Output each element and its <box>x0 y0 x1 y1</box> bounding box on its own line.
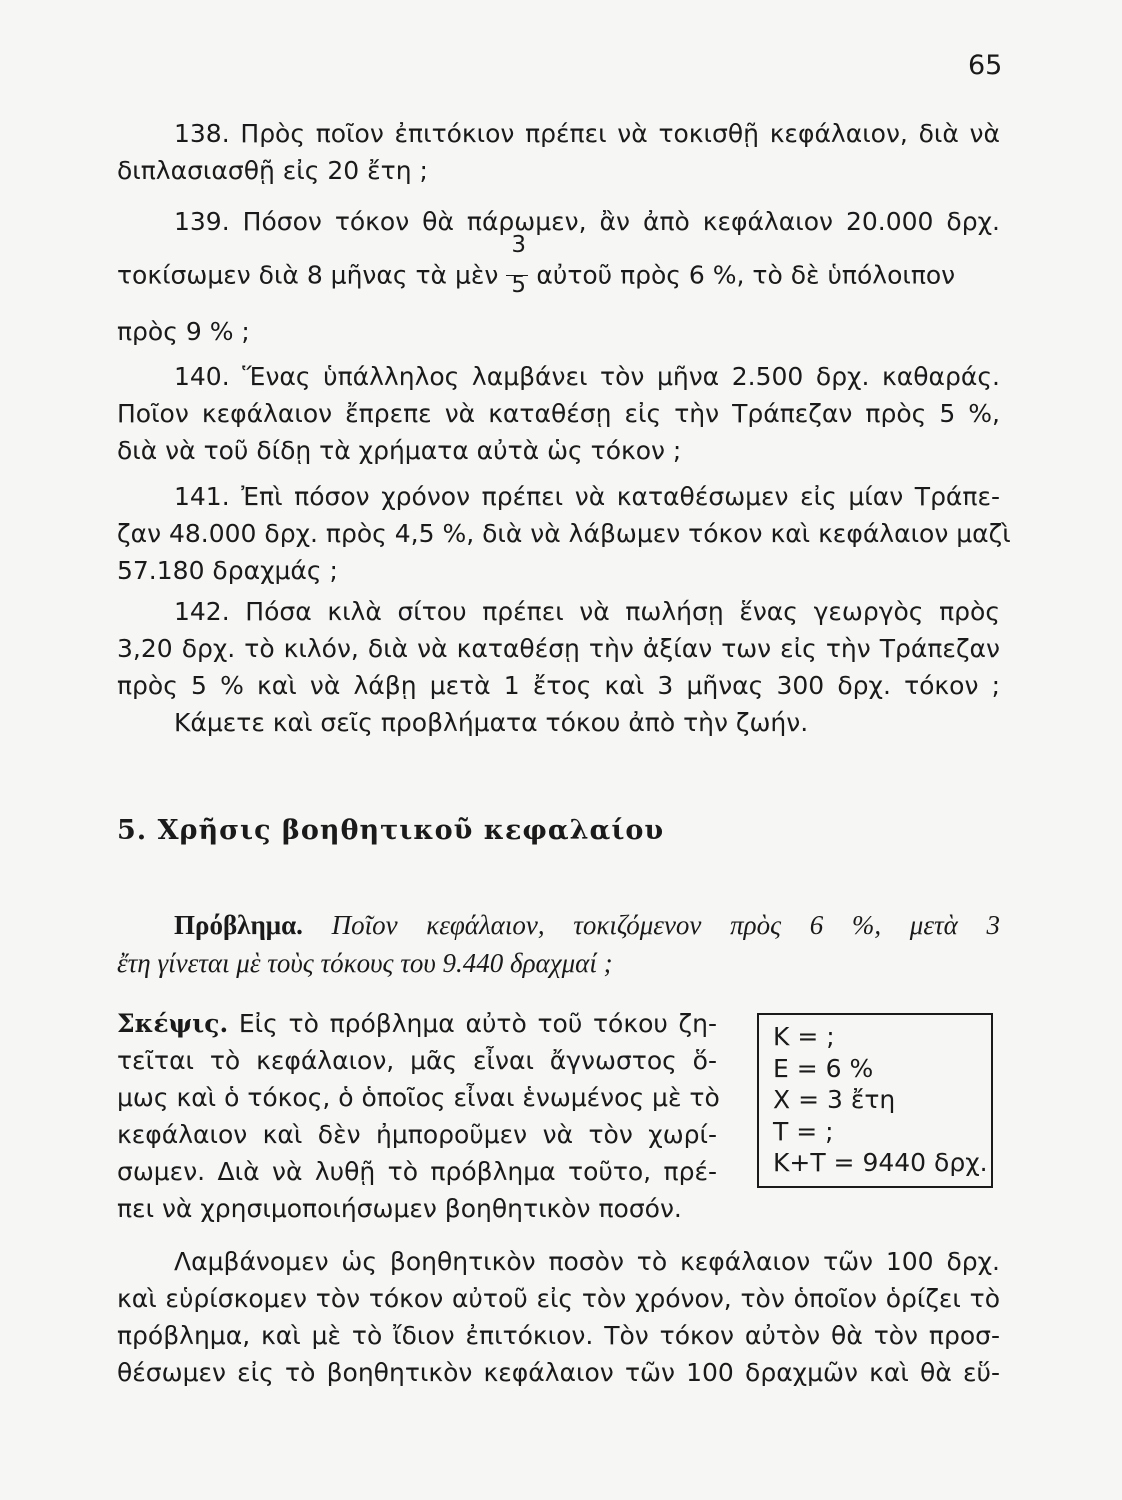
closing-line-3: πρόβλημα, καὶ μὲ τὸ ἴδιον ἐπιτόκιον. Τὸν τόκον αὐτὸν θὰ τὸν προσ- <box>117 1321 1000 1350</box>
problem-139-line-2-start: τοκίσωμεν διὰ 8 μῆνας τὰ μὲν <box>117 260 499 290</box>
fraction-three-fifths <box>506 232 528 298</box>
problem-label: Πρόβλημα. <box>174 910 303 940</box>
problem-text-1: Ποῖον κεφάλαιον, τοκιζόμενον πρὸς 6 %, μετὰ 3 <box>331 910 1000 940</box>
problem-140-line-2: Ποῖον κεφάλαιον ἔπρεπε νὰ καταθέσῃ εἰς τὴν Τράπεζαν πρὸς 5 %, <box>117 399 1000 428</box>
thought-line-4: κεφάλαιον καὶ δὲν ἠμποροῦμεν νὰ τὸν χωρί- <box>117 1120 717 1149</box>
problem-139-end <box>117 313 1000 350</box>
thought-label: Σκέψις. <box>117 1009 229 1038</box>
problem-138-line-2: διπλασιασθῇ εἰς 20 ἔτη ; <box>117 156 428 185</box>
problem-139-line-2-end: αὐτοῦ πρὸς 6 %, τὸ δὲ ὑπόλοιπον <box>536 260 956 290</box>
problem-140-line-3: διὰ νὰ τοῦ δίδῃ τὰ χρήματα αὐτὰ ὡς τόκον ; <box>117 436 682 465</box>
data-total: Κ+Τ = 9440 δρχ. <box>773 1148 988 1177</box>
data-interest: Τ = ; <box>773 1116 834 1146</box>
problem-142-line-1: 142. Πόσα κιλὰ σίτου πρέπει νὰ πωλήσῃ ἕνας γεωργὸς πρὸς <box>174 597 1000 626</box>
problem-text-2: ἔτη γίνεται μὲ τοὺς τόκους του 9.440 δραχμαί ; <box>117 948 613 978</box>
data-rate: Ε = 6 % <box>773 1053 874 1083</box>
problem-142 <box>117 593 1000 741</box>
worked-problem-line-1 <box>117 906 1000 944</box>
problem-139-line-2 <box>117 232 1000 298</box>
problem-140-line-1: 140. Ἕνας ὑπάλληλος λαμβάνει τὸν μῆνα 2.500 δρχ. καθαράς. <box>174 362 1000 391</box>
problem-141 <box>117 478 1011 589</box>
problem-140 <box>117 358 1000 469</box>
thought-line-1 <box>117 1005 717 1042</box>
thought-line-5: σωμεν. Διὰ νὰ λυθῇ τὸ πρόβλημα τοῦτο, πρέ- <box>117 1157 717 1186</box>
closing-line-4: θέσωμεν εἰς τὸ βοηθητικὸν κεφάλαιον τῶν 100 δραχμῶν καὶ θὰ εὕ- <box>117 1358 1000 1387</box>
problem-142-line-3: πρὸς 5 % καὶ νὰ λάβῃ μετὰ 1 ἔτος καὶ 3 μῆνας 300 δρχ. τόκον ; <box>117 671 1000 700</box>
closing-line-1: Λαμβάνομεν ὡς βοηθητικὸν ποσὸν τὸ κεφάλαιον τῶν 100 δρχ. <box>174 1247 1000 1276</box>
problem-138-line-1: 138. Πρὸς ποῖον ἐπιτόκιον πρέπει νὰ τοκισθῇ κεφάλαιον, διὰ νὰ <box>174 119 1000 148</box>
thought-line-3: μως καὶ ὁ τόκος, ὁ ὁποῖος εἶναι ἑνωμένος μὲ τὸ <box>117 1083 720 1112</box>
problem-141-line-2: ζαν 48.000 δρχ. πρὸς 4,5 %, διὰ νὰ λάβωμεν τόκον καὶ κεφάλαιον μαζὶ <box>117 519 1011 548</box>
problem-139 <box>117 203 1000 240</box>
fraction-numerator: 3 <box>511 232 527 258</box>
data-capital: Κ = ; <box>773 1022 835 1051</box>
problem-139-line-1: 139. Πόσον τόκον θὰ πάρωμεν, ἂν ἀπὸ κεφάλαιον 20.000 δρχ. <box>174 207 1000 236</box>
worked-problem-line-2 <box>117 944 1000 982</box>
page-number: 65 <box>968 50 1003 81</box>
section-heading: 5. Χρῆσις βοηθητικοῦ κεφαλαίου <box>117 815 665 846</box>
thought-line-6: πει νὰ χρησιμοποιήσωμεν βοηθητικὸν ποσόν. <box>117 1194 682 1223</box>
problem-139-line-3: πρὸς 9 % ; <box>117 317 250 346</box>
thought-paragraph <box>117 1005 720 1227</box>
closing-line-2: καὶ εὑρίσκομεν τὸν τόκον αὐτοῦ εἰς τὸν χρόνον, τὸν ὁποῖον ὁρίζει τὸ <box>117 1284 1000 1313</box>
thought-line-2: τεῖται τὸ κεφάλαιον, μᾶς εἶναι ἄγνωστος ὅ- <box>117 1046 717 1075</box>
problem-141-line-3: 57.180 δραχμάς ; <box>117 556 338 585</box>
closing-paragraph <box>117 1243 1000 1391</box>
data-time: Χ = 3 ἔτη <box>773 1085 896 1114</box>
problem-138 <box>117 115 1000 189</box>
fraction-denominator: 5 <box>511 272 527 298</box>
problem-141-line-1: 141. Ἐπὶ πόσον χρόνον πρέπει νὰ καταθέσωμεν εἰς μίαν Τράπε- <box>174 482 1000 511</box>
problem-142-line-2: 3,20 δρχ. τὸ κιλόν, διὰ νὰ καταθέσῃ τὴν ἀξίαν των εἰς τὴν Τράπεζαν <box>117 634 1000 663</box>
given-data-box <box>757 1013 993 1188</box>
thought-text-1: Εἰς τὸ πρόβλημα αὐτὸ τοῦ τόκου ζη- <box>238 1009 718 1038</box>
exercise-prompt: Κάμετε καὶ σεῖς προβλήματα τόκου ἀπὸ τὴν ζωήν. <box>174 708 809 737</box>
worked-problem <box>117 906 1000 982</box>
